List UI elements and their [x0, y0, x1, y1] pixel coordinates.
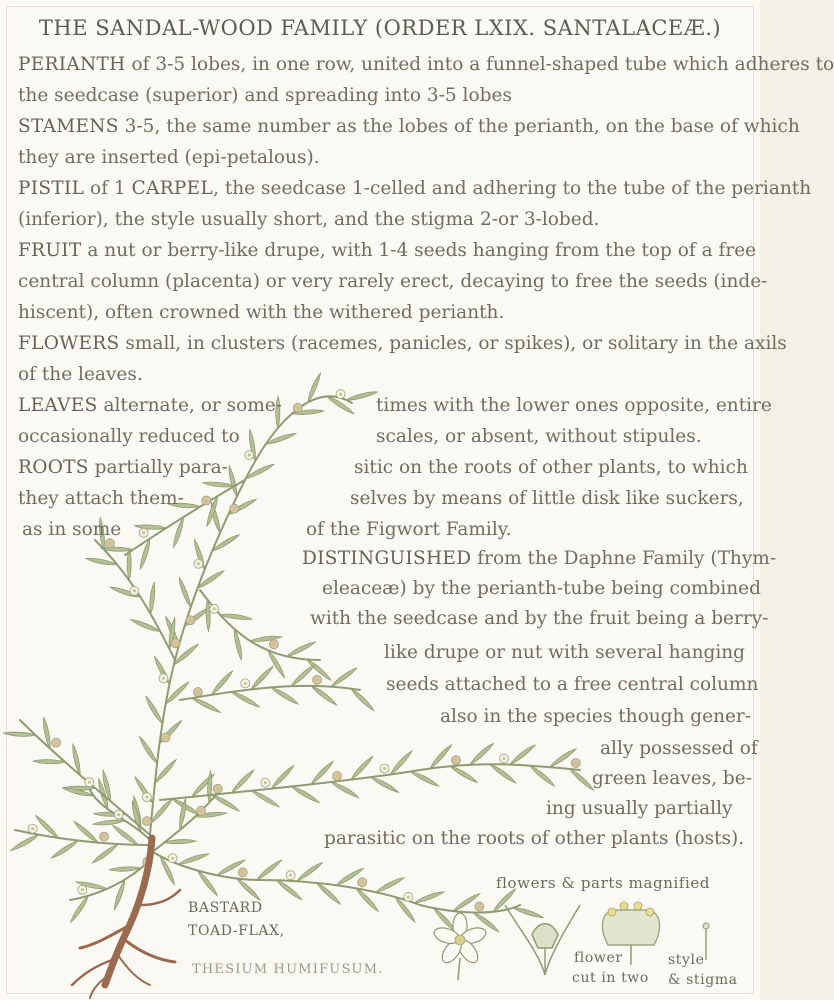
pistil-text-a: of 1	[84, 178, 132, 199]
roots-line-1-left	[18, 457, 228, 478]
flower-bud	[404, 892, 413, 901]
leaf	[177, 577, 191, 609]
flower-bud	[313, 675, 322, 684]
flower-bud	[85, 778, 94, 787]
plate-title: THE SANDAL-WOOD FAMILY (ORDER LXIX. SANTALACEÆ.)	[38, 16, 722, 40]
distinguished-text: from the Daphne Family (Thym-	[471, 548, 777, 569]
roots-heading: ROOTS	[18, 457, 89, 478]
leaf	[251, 788, 280, 809]
flower-bud	[380, 764, 389, 773]
distinguished-line-4: like drupe or nut with several hanging	[384, 642, 746, 663]
leaf	[91, 843, 120, 865]
roots-line-3-left: as in some	[22, 519, 122, 540]
flower-bud	[286, 871, 295, 880]
flower-bud	[142, 793, 151, 802]
roots-text-left-1: partially para-	[88, 457, 228, 478]
pistil-text-b: , the seedcase 1-celled and adhering to the tube of the perianth	[213, 178, 812, 199]
fruit-line-3: hiscent), often crowned with the withered perianth.	[18, 302, 505, 323]
stamens-line-1	[18, 116, 800, 137]
flower-bud	[186, 616, 195, 625]
leaf	[375, 876, 406, 894]
leaves-line-2-left: occasionally reduced to	[18, 426, 240, 447]
flower-bud	[475, 902, 484, 911]
distinguished-line-3: with the seedcase and by the fruit being a berry-	[310, 608, 769, 629]
flower-bud	[52, 738, 61, 747]
flowers-line-2: of the leaves.	[18, 364, 143, 385]
leaf	[295, 861, 324, 882]
leaf	[410, 769, 440, 788]
leaf	[10, 833, 40, 852]
flower-bud	[196, 806, 205, 815]
flower-bud	[202, 496, 211, 505]
leaf	[330, 780, 360, 800]
flower-bud	[230, 504, 239, 513]
flower-bud	[168, 854, 177, 863]
perianth-text: of 3-5 lobes, in one row, united into a funnel-shaped tube which adheres to	[125, 54, 834, 75]
perianth-line-2: the seedcase (superior) and spreading into 3-5 lobes	[18, 85, 512, 106]
leaf	[33, 759, 65, 765]
leaf	[148, 582, 157, 614]
leaves-heading: LEAVES	[18, 395, 98, 416]
style-label-1: style	[668, 952, 705, 968]
flower-cut-label-2: cut in two	[572, 970, 649, 986]
leaf	[138, 735, 158, 765]
leaves-line-1-left	[18, 395, 282, 416]
leaf	[370, 775, 400, 795]
pistil-heading: PISTIL	[18, 178, 85, 199]
distinguished-line-7: ally possessed of	[600, 738, 758, 759]
leaf	[112, 879, 127, 910]
leaf	[508, 743, 536, 765]
flower-bud	[114, 810, 123, 819]
leaf	[93, 819, 125, 826]
flower-cut-label-1: flower	[574, 950, 623, 966]
leaves-line-1-right: times with the lower ones opposite, entire	[376, 395, 772, 416]
leaf	[138, 538, 152, 570]
leaf	[171, 517, 186, 549]
flower-bud	[194, 559, 203, 568]
flower-bud	[213, 784, 222, 793]
leaves-line-2-right: scales, or absent, without stipules.	[376, 426, 702, 447]
flower-bud	[100, 832, 109, 841]
pistil-line-1	[18, 178, 811, 199]
leaf	[449, 764, 478, 785]
flower-bud	[293, 403, 302, 412]
distinguished-line-5: seeds attached to a free central column	[386, 674, 759, 695]
distinguished-line-2: eleaceæ) by the perianth-tube being combined	[322, 578, 761, 599]
flower-bud	[241, 679, 250, 688]
flower-bud	[78, 885, 87, 894]
roots-line-1-right: sitic on the roots of other plants, to which	[354, 457, 748, 478]
distinguished-line-9: ing usually partially	[546, 798, 733, 819]
flower-bud	[238, 868, 247, 877]
leaf	[291, 784, 320, 804]
leaf	[413, 890, 445, 904]
magnified-flower-drawing	[432, 913, 488, 980]
leaf	[270, 685, 299, 706]
leaf	[512, 905, 544, 920]
fruit-heading: FRUIT	[18, 240, 82, 261]
distinguished-line-6: also in the species though gener-	[440, 706, 752, 727]
leaf	[227, 465, 238, 497]
roots-line-3-right: of the Figwort Family.	[306, 519, 512, 540]
stamens-text: 3-5, the same number as the lobes of the perianth, on the base of which	[118, 116, 800, 137]
fruit-text: a nut or berry-like drupe, with 1-4 seeds hanging from the top of a free	[81, 240, 757, 261]
flower-bud	[269, 640, 278, 649]
flower-bud	[105, 539, 114, 548]
stamens-heading: STAMENS	[18, 116, 119, 137]
bracted-flower-drawing	[505, 905, 580, 975]
leaf	[203, 480, 235, 488]
flower-bud	[171, 639, 180, 648]
flower-bud	[245, 451, 254, 460]
distinguished-line-8: green leaves, be-	[592, 768, 752, 789]
flower-bud	[261, 778, 270, 787]
flower-bud	[499, 754, 508, 763]
common-name-line-1: BASTARD	[188, 900, 263, 916]
flower-bud	[159, 674, 168, 683]
distinguished-line-10: parasitic on the roots of other plants (hosts).	[324, 828, 745, 849]
leaf	[206, 599, 210, 631]
flower-bud	[358, 878, 367, 887]
leaf	[286, 640, 317, 657]
leaf	[164, 839, 196, 844]
leaf	[350, 687, 375, 713]
perianth-line-1	[18, 54, 834, 75]
leaf	[468, 742, 495, 766]
leaf	[346, 390, 378, 401]
flower-bud	[210, 604, 219, 613]
style-label-2: & stigma	[668, 972, 738, 988]
flower-bud	[193, 688, 202, 697]
leaf	[289, 663, 316, 687]
fruit-line-1	[18, 240, 756, 261]
carpel-heading: CARPEL	[131, 178, 214, 199]
leaf	[255, 859, 283, 882]
flower-bud	[139, 528, 148, 537]
magnified-caption: flowers & parts magnified	[496, 874, 711, 892]
common-name-line-2: TOAD-FLAX,	[188, 923, 285, 939]
flowers-text: small, in clusters (racemes, panicles, or spikes), or solitary in the axils	[119, 333, 787, 354]
flowers-heading: FLOWERS	[18, 333, 120, 354]
fruit-line-2: central column (placenta) or very rarely erect, decaying to free the seeds (inde-	[18, 271, 768, 292]
leaf	[50, 839, 80, 859]
flower-bud	[28, 824, 37, 833]
latin-name: THESIUM HUMIFUSUM.	[192, 962, 384, 977]
leaf	[569, 767, 595, 792]
leaf	[134, 524, 166, 531]
distinguished-heading: DISTINGUISHED	[302, 548, 472, 569]
flower-bud	[571, 758, 580, 767]
leaf	[144, 695, 163, 725]
distinguished-line-1	[302, 548, 776, 569]
leaves-text-left-1: alternate, or some-	[97, 395, 282, 416]
flower-bud	[130, 586, 139, 595]
pistil-line-2: (inferior), the style usually short, and the stigma 2-or 3-lobed.	[18, 209, 600, 230]
flower-bud	[333, 772, 342, 781]
flowers-line-1	[18, 333, 787, 354]
leaf	[329, 666, 358, 687]
flower-bud	[142, 817, 151, 826]
roots-line-2-right: selves by means of little disk like suckers,	[350, 488, 744, 509]
flower-bud	[161, 733, 170, 742]
roots-line-2-left: they attach them-	[18, 488, 184, 509]
stamens-line-2: they are inserted (epi-petalous).	[18, 147, 320, 168]
leaf	[178, 852, 210, 866]
perianth-heading: PERIANTH	[18, 54, 126, 75]
flower-bud	[451, 756, 460, 765]
flower-bud	[336, 390, 345, 399]
